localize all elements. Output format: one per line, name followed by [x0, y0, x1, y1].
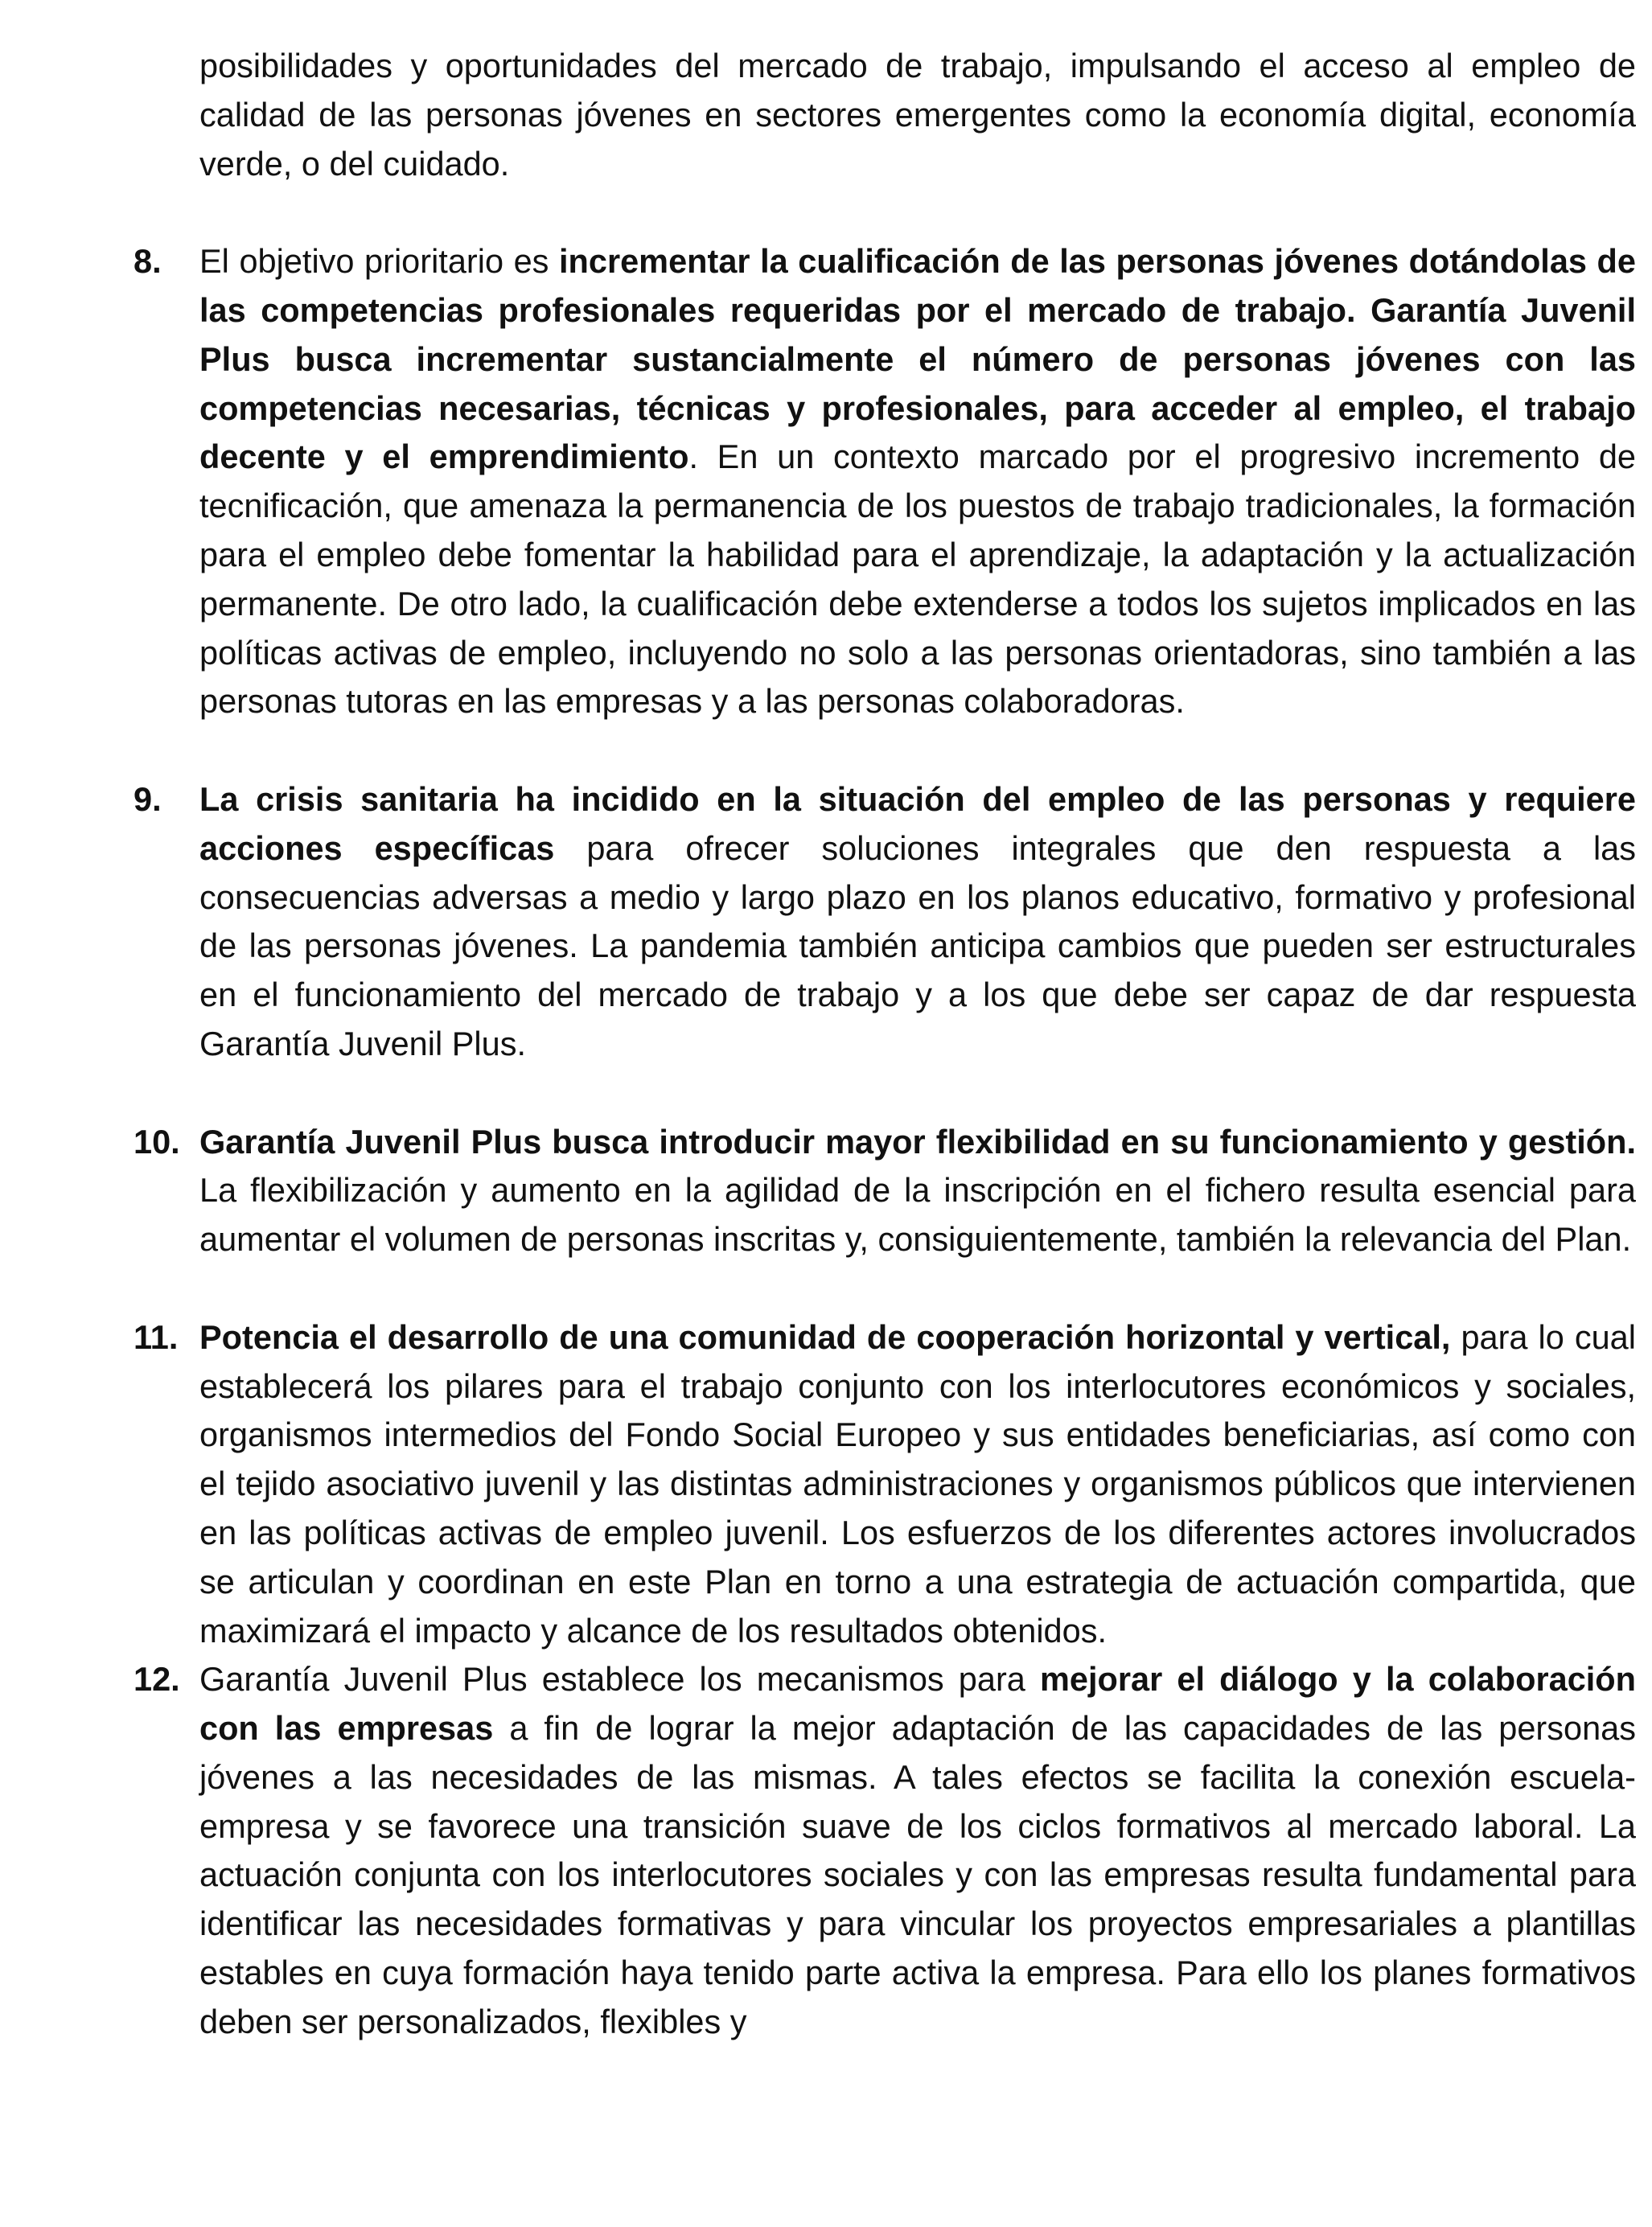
- list-item-text: para lo cual establecerá los pilares para el trabajo conjunto con los interlocutores económicos y sociales, organismos intermedios del Fondo Social Europeo y sus entidades beneficiarias, así como con el tejido asociativo juvenil y las distintas administraciones y organismos públicos que intervienen en las políticas activas de empleo juvenil. Los esfuerzos de los diferentes actores involucrados se articulan y coordinan en este Plan en torno a una estrategia de actuación compartida, que maximizará el impacto y alcance de los resultados obtenidos.: [199, 1317, 1636, 1650]
- list-item-number: 10.: [134, 1122, 180, 1161]
- paragraph-gap: [0, 726, 1652, 775]
- list-item-12: [134, 1655, 1637, 2046]
- list-item-emphasis: mejorar el diálogo y la colaboración con las empresas: [199, 1660, 1637, 1748]
- paragraph-gap: [0, 1264, 1652, 1313]
- list-item-text: Garantía Juvenil Plus establece los mecanismos para: [199, 1660, 1040, 1699]
- list-item-emphasis: incrementar la cualificación de las personas jóvenes dotándolas de las competencias profesionales requeridas por el mercado de trabajo. Garantía Juvenil Plus busca incrementar sustancialmente el número de personas jóvenes con las competencias necesarias, técnicas y profesionales, para acceder al empleo, el trabajo decente y el emprendimiento: [199, 242, 1636, 476]
- list-item-emphasis: Potencia el desarrollo de una comunidad de cooperación horizontal y vertical,: [199, 1317, 1451, 1356]
- list-item-text: El objetivo prioritario es: [199, 242, 559, 281]
- list-item-emphasis: Garantía Juvenil Plus busca introducir mayor flexibilidad en su funcionamiento y gestión.: [199, 1122, 1636, 1161]
- list-item-10: [134, 1118, 1636, 1264]
- paragraph-gap: [0, 1069, 1652, 1118]
- list-item-number: 8.: [134, 242, 162, 281]
- intro-paragraph: posibilidades y oportunidades del mercado de trabajo, impulsando el acceso al empleo de calidad de las personas jóvenes en sectores emergentes como la economía digital, economía verde, o del cuidado.: [199, 47, 1636, 183]
- list-item-text: a fin de lograr la mejor adaptación de las capacidades de las personas jóvenes a las necesidades de las mismas. A tales efectos se facilita la conexión escuela-empresa y se favorece una transición suave de los ciclos formativos al mercado laboral. La actuación conjunta con los interlocutores sociales y con las empresas resulta fundamental para identificar las necesidades formativas y para vincular los proyectos empresariales a plantillas estables en cuya formación haya tenido parte activa la empresa. Para ello los planes formativos deben ser personalizados, flexibles y: [199, 1709, 1636, 2040]
- list-item-text: . En un contexto marcado por el progresivo incremento de tecnificación, que amenaza la permanencia de los puestos de trabajo tradicionales, la formación para el empleo debe fomentar la habilidad para el aprendizaje, la adaptación y la actualización permanente. De otro lado, la cualificación debe extenderse a todos los sujetos implicados en las políticas activas de empleo, incluyendo no solo a las personas orientadoras, sino también a las personas tutoras en las empresas y a las personas colaboradoras.: [199, 438, 1636, 721]
- list-item-emphasis: La crisis sanitaria ha incidido en la situación del empleo de las personas y requiere acciones específicas: [199, 779, 1636, 867]
- paragraph-gap: [0, 188, 1652, 237]
- list-item-9: [134, 775, 1636, 1069]
- list-item-8: [134, 237, 1636, 726]
- list-item-text: La flexibilización y aumento en la agilidad de la inscripción en el fichero resulta esencial para aumentar el volumen de personas inscritas y, consiguientemente, también la relevancia del Plan.: [199, 1171, 1636, 1259]
- list-item-11: [134, 1313, 1636, 1656]
- list-item-number: 11.: [134, 1317, 179, 1356]
- list-item-text: para ofrecer soluciones integrales que den respuesta a las consecuencias adversas a medio y largo plazo en los planos educativo, formativo y profesional de las personas jóvenes. La pandemia también anticipa cambios que pueden ser estructurales en el funcionamiento del mercado de trabajo y a los que debe ser capaz de dar respuesta Garantía Juvenil Plus.: [199, 828, 1636, 1062]
- list-item-number: 12.: [134, 1660, 180, 1699]
- list-item-number: 9.: [134, 779, 162, 818]
